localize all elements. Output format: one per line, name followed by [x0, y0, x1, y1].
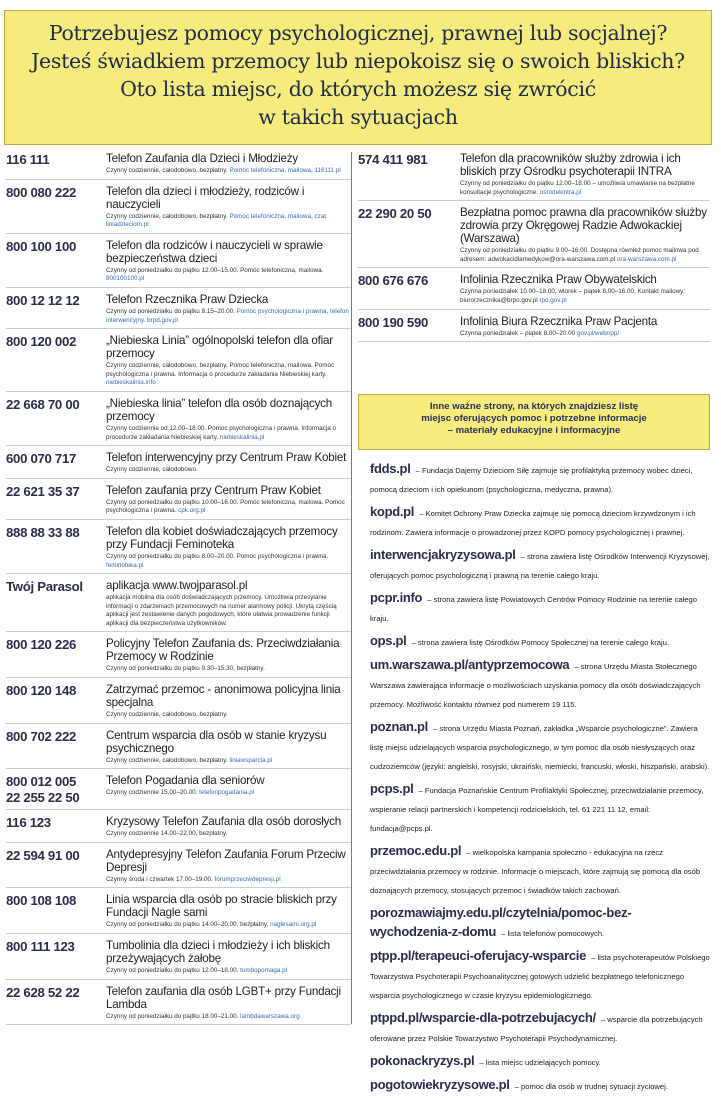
hotline-entry: [6, 185, 351, 230]
info-box-line-3: – materiały edukacyjne i informacyjne: [447, 425, 621, 436]
hotline-details: [460, 206, 710, 264]
phone-number-text: 800 12 12 12: [6, 292, 80, 308]
hotline-entry: [6, 939, 351, 976]
website-entry: [370, 902, 710, 940]
hotline-description: [106, 499, 351, 516]
divider: [6, 391, 351, 392]
header-banner: [4, 10, 712, 145]
website-entry: [370, 587, 710, 625]
hotline-details: [106, 893, 351, 930]
hotline-link[interactable]: cpk.org.pl: [178, 507, 206, 515]
website-entry: [370, 544, 710, 582]
website-entry: [370, 1074, 710, 1093]
hotline-details: [106, 239, 351, 284]
hotline-description-text: Czynny od poniedziałku do piątku 9.30–15.30, bezpłatny.: [106, 665, 265, 673]
hotline-description: [460, 247, 710, 264]
divider: [6, 979, 351, 980]
phone-number: [6, 985, 106, 1001]
divider: [6, 233, 351, 234]
website-description: – lista psychoterapeutów Polskiego Towarzystwa Psychoterapii Psychoanalitycznej gotowych udzielić bezpłatnego telefonicznego wsparcia psychologicznego w czasie kryzysu epidemiologicznego.: [370, 953, 710, 1000]
hotline-description-text: Czynna poniedziałek 10.00–18.00, wtorek – piątek 8.00–16.00. Kontakt mailowy: biurorzecznika@brpo.gov.pl: [460, 288, 686, 304]
hotline-entry: [6, 525, 351, 570]
hotline-entry: [6, 239, 351, 284]
hotline-description-text: Czynny od poniedziałku do piątku 12.00–18.00 – umożliwia umawianie na bezpłatne konsultacje psychologiczne.: [460, 180, 695, 196]
phone-number-text: 800 111 123: [6, 939, 75, 955]
phone-number-text: 22 290 20 50: [358, 206, 432, 222]
hotline-entry: [6, 637, 351, 674]
phone-number: [6, 729, 106, 745]
phone-number-text: 22 628 52 22: [6, 984, 80, 1000]
hotline-title: Telefon dla kobiet doświadczających przemocy przy Fundacji Feminoteka: [106, 524, 338, 551]
divider: [358, 200, 710, 201]
hotline-description: [106, 267, 351, 284]
hotline-title: „Niebieska Linia” ogólnopolski telefon dla ofiar przemocy: [106, 334, 333, 361]
hotline-description-text: aplikacja mobilna dla osób doświadczających przemocy. Umożliwia przesyłanie informacji o zdarzeniach przemocowych na numer alarmowy policji. Ukrytą częścią aplikacji jest zestawienie danych pogodowych, które ułatwia prowadzenie funkcji aplikacji dla bezpieczeństwa użytkowników.: [106, 594, 337, 627]
phone-number: [358, 273, 460, 289]
website-description: – Fundacja Poznańskie Centrum Profilaktyki Społecznej, przeciwdziałanie przemocy, wspieranie relacji partnerskich i kompetencji rodzicielskich, tel. 61 221 11 12, email: fundacja@pcps.pl.: [370, 786, 704, 833]
phone-number-text: 800 190 590: [358, 314, 429, 330]
phone-number-text: 600 070 717: [6, 451, 77, 467]
hotline-link[interactable]: 800100100.pl: [106, 275, 145, 283]
phone-number-text: 800 100 100: [6, 238, 77, 254]
divider: [6, 328, 351, 329]
hotline-description-text: Czynny środa i czwartek 17.00–19.00.: [106, 875, 213, 883]
divider: [358, 267, 710, 268]
hotline-description-text: Czynny codziennie, całodobowo.: [106, 466, 198, 474]
website-entry: [370, 458, 710, 496]
hotline-title: Bezpłatna pomoc prawna dla pracowników służby zdrowia przy Okręgowej Radzie Adwokackiej (Warszawa): [460, 206, 707, 246]
hotline-title: Infolinia Rzecznika Praw Obywatelskich: [460, 273, 657, 287]
website-url[interactable]: porozmawiajmy.edu.pl/czytelnia/pomoc-bez-wychodzenia-z-domu: [370, 905, 632, 939]
hotline-link[interactable]: Pomoc telefoniczna, mailowa, 116111.pl: [229, 167, 341, 174]
phone-number-text: 22 668 70 00: [6, 396, 80, 412]
phone-number-text: 116 123: [6, 815, 51, 831]
hotline-link[interactable]: rpo.gov.pl: [539, 296, 567, 304]
hotline-description: [106, 665, 351, 674]
divider: [358, 309, 710, 310]
hotline-link[interactable]: ora-warszawa.com.pl: [616, 255, 677, 263]
hotline-description-text: Czynny od poniedziałku do piątku 8.00–20.00. Pomoc psychologiczna i prawna.: [106, 552, 329, 560]
hotline-title: Policyjny Telefon Zaufania ds. Przeciwdziałania Przemocy w Rodzinie: [106, 637, 340, 664]
hotline-entry: [6, 451, 351, 475]
phone-number: [6, 774, 106, 806]
hotline-entry: [358, 206, 710, 264]
hotline-title: Antydepresyjny Telefon Zaufania Forum Przeciw Depresji: [106, 847, 346, 874]
website-url[interactable]: pcps.pl: [370, 781, 414, 796]
website-entry: [370, 778, 710, 835]
phone-number: [6, 525, 106, 541]
website-description: – wsparcie dla potrzebujących oferowane przez Polskie Towarzystwo Psychoterapii Psychodynamicznej.: [370, 1015, 703, 1043]
hotline-title: Linia wsparcia dla osób po stracie bliskich przy Fundacji Nagle sami: [106, 893, 337, 920]
website-url[interactable]: interwencjakryzysowa.pl: [370, 547, 516, 562]
hotline-description: [106, 789, 351, 798]
hotline-description: [460, 180, 710, 197]
header-line-2: Jesteś świadkiem przemocy lub niepokoisz się o swoich bliskich?: [31, 49, 685, 73]
hotline-description-text: Czynny od poniedziałku do piątku 14.00–20.00, bezpłatny.: [106, 921, 269, 929]
hotline-description-text: Czynny od poniedziałku do piątku 8.15–20.00.: [106, 307, 235, 315]
website-url[interactable]: pogotowiekryzysowe.pl: [370, 1077, 510, 1092]
hotline-details: [106, 397, 351, 442]
hotline-details: [106, 451, 351, 475]
phone-number: [6, 579, 106, 595]
divider: [6, 478, 351, 479]
website-url[interactable]: pokonackryzys.pl: [370, 1053, 475, 1068]
hotline-details: [106, 939, 351, 976]
hotline-details: [106, 729, 351, 766]
hotline-description-text: Czynny od poniedziałku do piątku 12.00–15.00. Pomoc telefoniczna, mailowa.: [106, 266, 324, 274]
hotline-description: [106, 967, 351, 976]
phone-number: [6, 637, 106, 653]
hotline-entry: [6, 334, 351, 388]
website-description: – strona zawiera listę Ośrodków Interwencji Kryzysowej, oferujących pomoc psychologiczną i prawną na terenie całego kraju.: [370, 552, 710, 580]
right-column: [358, 152, 710, 1092]
phone-number: [6, 893, 106, 909]
hotline-entry: [6, 848, 351, 885]
hotline-description: [106, 876, 351, 885]
phone-number-text: 116 111: [6, 152, 50, 167]
phone-number-text: 800 012 005: [6, 774, 77, 790]
website-entry: [370, 501, 710, 539]
website-url[interactable]: fdds.pl: [370, 461, 411, 476]
hotline-entry: [6, 729, 351, 766]
phone-number-text: 800 702 222: [6, 728, 77, 744]
hotline-description-text: Czynny codziennie 14.00–22.00, bezpłatny.: [106, 830, 228, 838]
phone-number: [6, 848, 106, 864]
hotline-details: [106, 525, 351, 570]
hotline-link[interactable]: tumbopomaga.pl: [240, 967, 288, 975]
hotline-description: [106, 594, 351, 628]
phone-number: [6, 451, 106, 467]
hotline-title: Telefon Rzecznika Praw Dziecka: [106, 292, 269, 306]
hotline-title: Telefon Zaufania dla Dzieci i Młodzieży: [106, 152, 298, 165]
hotline-description: [106, 362, 351, 388]
hotline-description: [106, 1013, 351, 1022]
hotline-description: [106, 167, 351, 176]
hotline-details: [460, 315, 710, 339]
divider: [6, 723, 351, 724]
website-description: – strona Urzędu Miasta Stołecznego Warszawa zawierająca informacje o możliwościach uzyskania pomocy dla osób doświadczających przemocy. Możliwość kontaktu również pod numerem 19 115.: [370, 662, 701, 709]
website-entry: [370, 945, 710, 1002]
hotline-description-text: Czynna poniedziałek – piątek 8.00–20.00: [460, 329, 576, 337]
divider: [6, 887, 351, 888]
phone-number-text: 800 676 676: [358, 273, 429, 289]
phone-number: [358, 206, 460, 222]
hotline-description-text: Czynny codziennie, całodobowo, bezpłatny. Pomoc telefoniczna, mailowa. Pomoc psychologiczna i prawna. Informacja o procedurze zakładania Niebieskiej karty.: [106, 362, 335, 378]
header-line-3: Oto lista miejsc, do których możesz się zwrócić: [120, 77, 596, 101]
hotline-entry: [358, 315, 710, 339]
phone-number-text: 574 411 981: [358, 152, 428, 167]
phone-number-text: Twój Parasol: [6, 579, 83, 595]
hotline-link[interactable]: osrodekintra.pl: [539, 188, 582, 196]
website-url[interactable]: poznan.pl: [370, 719, 428, 734]
hotline-description: [106, 308, 351, 325]
info-box: [358, 394, 710, 450]
hotline-entry: [6, 774, 351, 806]
hotline-description-text: Czynny od poniedziałku do piątku 10.00–16.00. Pomoc telefoniczna, mailowa. Pomoc psychologiczna i prawna.: [106, 498, 345, 515]
divider: [6, 573, 351, 574]
hotline-title: „Niebieska linia” telefon dla osób doznających przemocy: [106, 396, 333, 423]
phone-number: [358, 152, 460, 168]
hotline-link[interactable]: niebieskalinia.info: [106, 379, 156, 387]
hotline-link[interactable]: Pomoc telefoniczna, mailowa, czat. liniadzieciom.pl: [106, 212, 328, 229]
divider: [6, 519, 351, 520]
hotline-title: Centrum wsparcia dla osób w stanie kryzysu psychicznego: [106, 728, 327, 755]
phone-number-text: 800 108 108: [6, 893, 77, 909]
website-description: – lista telefonów pomocowych.: [501, 929, 605, 938]
phone-number: [6, 939, 106, 955]
hotline-link[interactable]: gov.pl/web/rpp/: [576, 329, 620, 337]
website-url[interactable]: ptpp.pl/terapeuci-oferujacy-wsparcie: [370, 948, 587, 963]
website-entry: [370, 840, 710, 897]
hotline-details: [106, 152, 351, 176]
divider: [6, 287, 351, 288]
divider: [358, 341, 710, 342]
hotline-entry: [6, 293, 351, 325]
hotline-entry: [6, 484, 351, 516]
hotline-entry: [6, 815, 351, 839]
hotline-entry: [6, 579, 351, 628]
hotline-title: aplikacja www.twojparasol.pl: [106, 579, 248, 593]
left-column: [6, 152, 352, 1024]
hotline-title: Telefon zaufania przy Centrum Praw Kobiet: [106, 483, 321, 497]
hotline-details: [106, 774, 351, 798]
hotline-entry: [6, 152, 351, 176]
divider: [6, 677, 351, 678]
website-url[interactable]: um.warszawa.pl/antyprzemocowa: [370, 657, 570, 672]
phone-number-text-2: 22 255 22 50: [6, 790, 80, 806]
header-line-4: w takich sytuacjach: [258, 105, 458, 129]
hotline-details: [106, 637, 351, 674]
hotline-description: [106, 757, 351, 766]
website-entry: [370, 630, 710, 649]
hotline-link[interactable]: Pomoc psychologiczna i prawna, telefon interwencyjny. brpd.gov.pl: [106, 307, 349, 324]
info-box-line-2: miejsc oferujących pomoc i potrzebne informacje: [421, 413, 647, 424]
website-description: – Komitet Ochrony Praw Dziecka zajmuje się pomocą dzieciom krzywdzonym i ich rodzinom. Zawiera informacje o prowadzonej przez KOPD pomocy psychologicznej i prawnej.: [370, 509, 696, 537]
hotline-link[interactable]: lambdawarszawa.org: [240, 1012, 300, 1020]
hotline-link[interactable]: forumprzeciwdepresji.pl: [214, 875, 281, 883]
hotline-entry: [358, 152, 710, 197]
website-url[interactable]: ptppd.pl/wsparcie-dla-potrzebujacych/: [370, 1010, 596, 1025]
hotline-description-text: Czynny codziennie, całodobowo, bezpłatny.: [106, 167, 228, 174]
hotline-description: [460, 330, 710, 339]
hotline-description-text: Czynny codziennie, całodobowo, bezpłatny.: [106, 212, 228, 220]
hotline-title: Kryzysowy Telefon Zaufania dla osób dorosłych: [106, 815, 342, 829]
phone-number: [358, 315, 460, 331]
website-url[interactable]: ops.pl: [370, 633, 407, 648]
website-description: – Fundacja Dajemy Dzieciom Siłę zajmuje się profilaktyką przemocy wobec dzieci, pomocą dzieciom i ich opiekunom (psychologiczna, medyczna, prawna).: [370, 466, 693, 494]
phone-number: [6, 239, 106, 255]
hotline-description: [106, 213, 351, 230]
hotline-title: Tumbolinia dla dzieci i młodzieży i ich bliskich przeżywających żałobę: [106, 939, 330, 966]
hotline-description-text: Czynny codziennie, całodobowo, bezpłatny.: [106, 711, 228, 719]
hotline-details: [460, 273, 710, 305]
hotline-title: Zatrzymać przemoc - anonimowa policyjna linia specjalna: [106, 683, 341, 710]
website-description: – strona Urzędu Miasta Poznań, zakładka „Wsparcie psychologiczne”. Zawiera listę miejsc udzielających wsparcia psychologicznego, w tym pomoc dla osób niesłyszących oraz cudzoziemców (języki: angielski, rosyjski, ukraiński, niemiecki, francuski, włoski, hiszpański, arabski).: [370, 724, 710, 771]
divider: [6, 933, 351, 934]
hotline-description-text: Czynny codziennie 15.00–20.00.: [106, 789, 198, 797]
website-description: – pomoc dla osób w trudnej sytuacji życiowej.: [514, 1082, 668, 1091]
hotline-entry: [6, 985, 351, 1022]
hotline-link[interactable]: niebieskalinia.pl: [219, 433, 265, 441]
info-box-line-1: Inne ważne strony, na których znajdziesz listę: [429, 401, 639, 412]
website-url[interactable]: pcpr.info: [370, 590, 423, 605]
hotline-details: [106, 848, 351, 885]
hotline-title: Telefon dla rodziców i nauczycieli w sprawie bezpieczeństwa dzieci: [106, 238, 323, 265]
hotline-link[interactable]: feminoteka.pl: [106, 561, 144, 569]
hotline-entry: [6, 397, 351, 442]
phone-number-text: 800 120 148: [6, 683, 77, 699]
phone-number-text: 888 88 33 88: [6, 524, 80, 540]
header-line-1: Potrzebujesz pomocy psychologicznej, prawnej lub socjalnej?: [48, 21, 668, 45]
hotline-title: Infolinia Biura Rzecznika Praw Pacjenta: [460, 314, 658, 328]
hotline-title: Telefon dla dzieci i młodzieży, rodziców i nauczycieli: [106, 184, 305, 211]
phone-number-text: 800 080 222: [6, 184, 77, 200]
website-url[interactable]: przemoc.edu.pl: [370, 843, 462, 858]
hotline-description-text: Czynny od poniedziałku do piątku 9.00–16.00. Dostępna również pomoc mailowa pod adresem: adwokacidlamedykow@ora-warszawa.com.pl: [460, 247, 699, 263]
divider: [6, 809, 351, 810]
hotline-details: [106, 985, 351, 1022]
phone-number: [6, 683, 106, 699]
divider: [6, 842, 351, 843]
hotline-details: [106, 815, 351, 839]
phone-number-text: 22 594 91 00: [6, 847, 80, 863]
hotline-link[interactable]: telefonpogadania.pl: [199, 789, 255, 797]
phone-number: [6, 152, 106, 168]
divider: [6, 445, 351, 446]
hotline-details: [106, 579, 351, 628]
hotline-description-text: Czynny od poniedziałku do piątku 18.00–21.00.: [106, 1012, 239, 1020]
hotline-description: [106, 466, 351, 475]
hotline-description: [106, 425, 351, 442]
website-url[interactable]: kopd.pl: [370, 504, 415, 519]
hotline-title: Telefon zaufania dla osób LGBT+ przy Fundacji Lambda: [106, 984, 341, 1011]
hotline-description: [106, 921, 351, 930]
website-description: – lista miejsc udzielających pomocy.: [479, 1058, 601, 1067]
hotline-details: [460, 152, 710, 197]
divider: [6, 768, 351, 769]
phone-number-text: 800 120 002: [6, 334, 77, 350]
website-entry: [370, 1050, 710, 1069]
hotline-details: [106, 293, 351, 325]
hotline-details: [106, 334, 351, 388]
website-description: – wielkopolska kampania społeczno - edukacyjna na rzecz przeciwdziałania przemocy w rodzinie. Informacje o miejscach, które zajmują się pomocą dla osób doznających przemocy, stosujących przemoc i świadków takich zachowań.: [370, 848, 701, 895]
hotline-title: Telefon Pogadania dla seniorów: [106, 774, 265, 788]
hotline-description: [106, 711, 351, 720]
hotline-entry: [6, 683, 351, 720]
hotline-details: [106, 185, 351, 230]
hotline-title: Telefon interwencyjny przy Centrum Praw Kobiet: [106, 451, 347, 465]
sites-list: [370, 458, 710, 1098]
phone-number: [6, 815, 106, 831]
phone-number: [6, 484, 106, 500]
hotline-title: Telefon dla pracowników służby zdrowia i ich bliskich przy Ośrodku psychoterapii INTRA: [460, 152, 681, 178]
phone-number: [6, 293, 106, 309]
divider: [6, 179, 351, 180]
hotline-description-text: Czynny codziennie, całodobowo, bezpłatny.: [106, 756, 228, 764]
phone-number: [6, 185, 106, 201]
hotline-description: [106, 830, 351, 839]
website-entry: [370, 716, 710, 773]
phone-number: [6, 397, 106, 413]
hotline-description: [106, 553, 351, 570]
phone-number-text: 22 621 35 37: [6, 483, 80, 499]
hotline-description-text: Czynny codziennie od 12.00–18.00. Pomoc psychologiczna i prawna. Informacja o procedurze zakładania Niebieskiej karty.: [106, 424, 336, 441]
phone-number-text: 800 120 226: [6, 637, 77, 653]
website-description: – strona zawiera listę Ośrodków Pomocy Społecznej na terenie całego kraju.: [411, 638, 670, 647]
divider: [6, 631, 351, 632]
hotline-entry: [358, 273, 710, 305]
website-entry: [370, 654, 710, 711]
website-entry: [370, 1007, 710, 1045]
hotline-description: [460, 288, 710, 305]
hotline-link[interactable]: naglesami.org.pl: [270, 921, 317, 929]
hotline-link[interactable]: liniawsparcia.pl: [229, 756, 273, 764]
hotline-description-text: Czynny od poniedziałku do piątku 12.00–18.00.: [106, 967, 239, 975]
hotline-details: [106, 484, 351, 516]
website-description: – strona zawiera listę Powiatowych Centrów Pomocy Rodzinie na terenie całego kraju.: [370, 595, 698, 623]
hotline-details: [106, 683, 351, 720]
phone-number: [6, 334, 106, 350]
hotline-entry: [6, 893, 351, 930]
divider: [6, 1024, 351, 1025]
